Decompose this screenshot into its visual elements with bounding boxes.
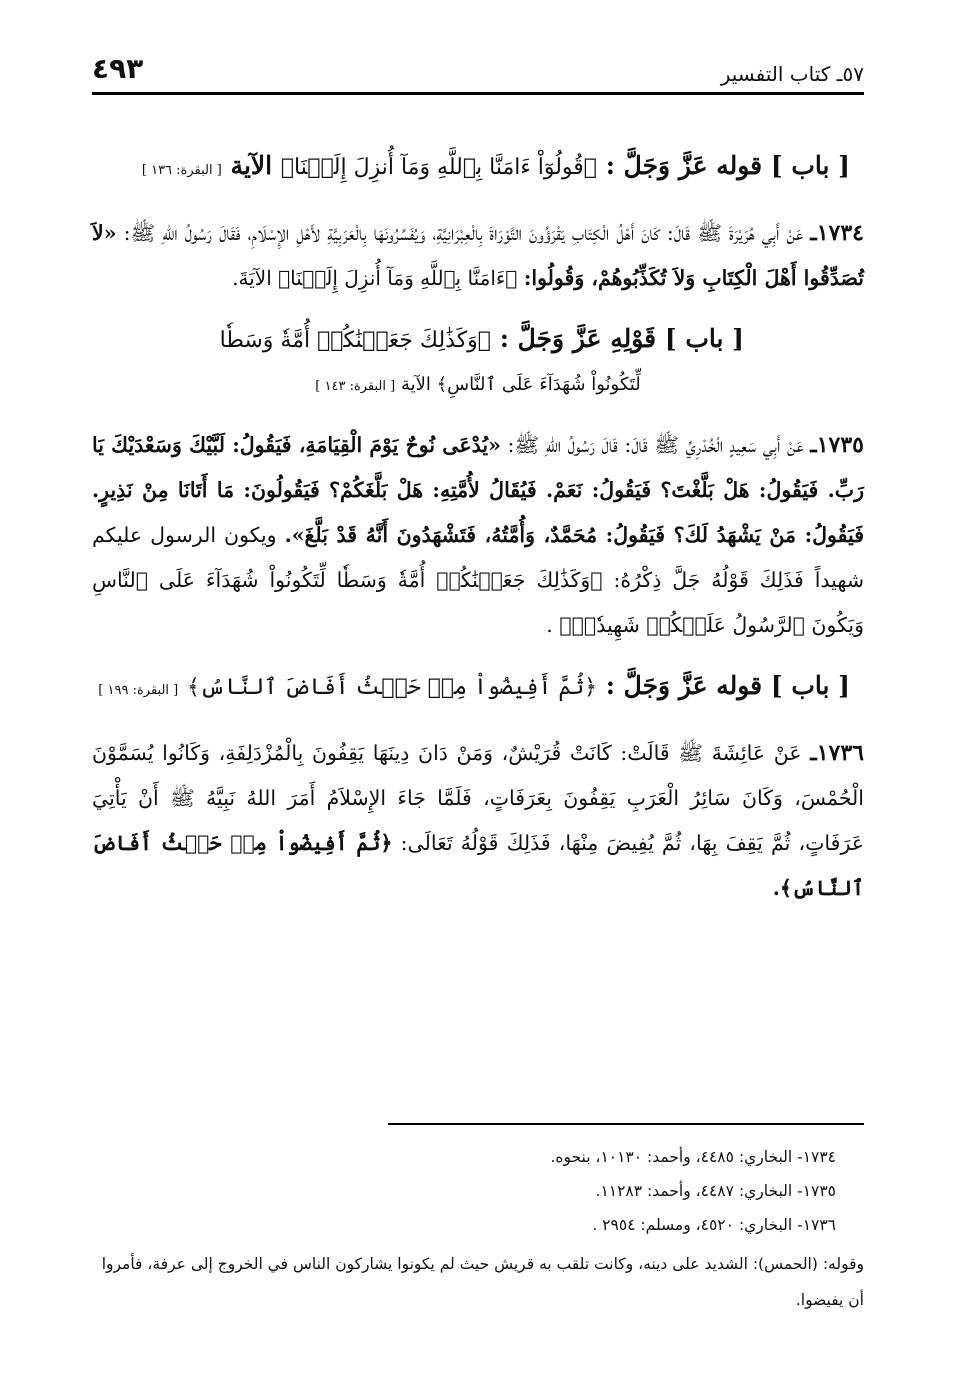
chapter-heading-intro: [ باب ] قَوْلِهِ عَزَّ وَجَلَّ : [499, 324, 744, 353]
running-chapter-title: ٥٧ـ كتاب التفسير [720, 62, 864, 86]
chapter-heading [92, 142, 850, 195]
hadith-quote: ﴿ثُمَّ أَفِيضُواْ مِنۡ حَيۡثُ أَفَاضَ ٱلنَّاسُ﴾. [92, 831, 864, 900]
footnote-item: ١٧٣٦- البخاري: ٤٥٢٠، ومسلم: ٢٩٥٤ . [592, 1216, 836, 1234]
quran-verse: لِّتَكُونُواْ شُهَدَآءَ عَلَى ٱلنَّاسِ﴾ [436, 374, 641, 395]
chapter-heading-intro: [ باب ] قوله عَزَّ وَجَلَّ : [605, 151, 850, 180]
surah-reference: [ البقرة: ١٣٦ ] [141, 163, 222, 178]
footnote-explanation: وقوله: (الحمس): الشديد على دينه، وكانت تلقب به قريش حيث لم يكونوا يشاركون الناس في الخروج إلى عرفة، فأمروا أن يفيضوا. [101, 1255, 864, 1309]
hadith-number: ١٧٣٥ـ [810, 432, 864, 458]
hadith-paragraph [92, 731, 864, 911]
surah-reference: [ البقرة: ١٤٣ ] [315, 379, 396, 394]
chapter-heading-intro: [ باب ] قوله عَزَّ وَجَلَّ : [605, 671, 850, 700]
page-number: ٤٩٣ [92, 52, 144, 85]
quran-verse: ﴿قُولُوٓاْ ءَامَنَّا بِٱللَّهِ وَمَآ أُنزِلَ إِلَيۡنَا﴾ [280, 155, 597, 180]
chapter-heading [92, 662, 850, 715]
quran-verse: ﴿وَكَذَٰلِكَ جَعَلۡنَٰكُمۡ أُمَّةٗ وَسَطٗا [219, 328, 491, 353]
hadith-quote: ويكون الرسول عليكم شهيداً فَذَلِكَ قَوْلُهُ جَلَّ ذِكْرُهُ: ﴿وَكَذَٰلِكَ جَعَلۡنَٰكُمۡ أُمَّةٗ وَسَطٗا لِّتَكُونُواْ شُهَدَآءَ عَلَى ٱلنَّاسِ وَيَكُونَ ٱلرَّسُولُ عَلَيۡكُمۡ شَهِيدٗاۗ﴾ . [92, 523, 864, 637]
hadith-chain: عَنْ عَائِشَةَ ﷺ قَالَتْ: كَانَتْ قُرَيْشٌ، وَمَنْ دَانَ دِينَهَا يَقِفُونَ بِالْمُزْدَلِفَةِ، وَكَانُوا يُسَمَّوْنَ الْحُمْسَ، وَكَانَ سَائِرُ الْعَرَبِ يَقِفُونَ بِعَرَفَاتٍ، فَلَمَّا جَاءَ الإِسْلاَمُ أَمَرَ اللهُ نَبِيَّهُ ﷺ أَنْ يَأْتِيَ عَرَفَاتٍ، ثُمَّ يَقِفَ بِهَا، ثُمَّ يُفِيضَ مِنْهَا، فَذَلِكَ قَوْلُهُ تَعَالَى: [92, 741, 864, 855]
hadith-matn: «يُدْعَى نُوحٌ يَوْمَ الْقِيَامَةِ، فَيَقُولُ: لَبَّيْكَ وَسَعْدَيْكَ يَا رَبِّ. فَيَقُولُ: هَلْ بَلَّغْتَ؟ فَيَقُولُ: نَعَمْ. فَيُقَالُ لأُمَّتِهِ: هَلْ بَلَّغَكُمْ؟ فَيَقُولُونَ: مَا أَتَانَا مِنْ نَذِيرٍ. فَيَقُولُ: مَنْ يَشْهَدُ لَكَ؟ فَيَقُولُ: مُحَمَّدٌ، وَأُمَّتُهُ، فَتَشْهَدُونَ أَنَّهُ قَدْ بَلَّغَ». [92, 433, 864, 547]
page-header [92, 52, 864, 92]
chapter-heading-tail: الآية [400, 374, 431, 395]
chapter-heading [92, 315, 744, 365]
page-body [92, 142, 864, 925]
hadith-paragraph [92, 211, 864, 301]
chapter-heading-continuation [92, 365, 864, 407]
hadith-quote: ﴿ءَامَنَّا بِٱللَّهِ وَمَآ أُنزِلَ إِلَيۡنَا﴾ الآيَةَ. [232, 266, 518, 290]
hadith-chain: عَنْ أَبِي هُرَيْرَةَ ﷺ قَالَ: كَانَ أَهْلُ الْكِتَابِ يَقْرَؤُونَ التَّوْرَاةَ بِالْعِبْرَانِيَّةِ، وَيُفَسِّرُونَهَا بِالْعَرَبِيَّةِ لأَهْلِ الإِسْلَامِ، فَقَالَ رَسُولُ اللهِ ﷺ: [123, 221, 804, 245]
header-divider [92, 92, 864, 95]
footnote-item: ١٧٣٥- البخاري: ٤٤٨٧، وأحمد: ١١٢٨٣. [595, 1182, 836, 1200]
chapter-heading-tail: الآية [230, 151, 273, 180]
quran-verse: ﴿ثُمَّ أَفِيضُواْ مِنۡ حَيۡثُ أَفَاضَ ٱلنَّاسُ﴾ [186, 675, 597, 700]
hadith-chain: عَنْ أَبِي سَعِيدٍ الْخُدْرِيِّ ﷺ قَالَ: قَالَ رَسُولُ اللهِ ﷺ: [507, 433, 804, 457]
footnote-divider [388, 1123, 864, 1125]
footnote-item: ١٧٣٤- البخاري: ٤٤٨٥، وأحمد: ١٠١٣٠، بنحوه. [550, 1148, 836, 1166]
hadith-number: ١٧٣٦ـ [810, 740, 864, 766]
hadith-paragraph [92, 423, 864, 648]
hadith-number: ١٧٣٤ـ [810, 220, 864, 246]
surah-reference: [ البقرة: ١٩٩ ] [98, 683, 179, 698]
footnotes [92, 1140, 864, 1318]
hadith-matn: «لاَ تُصَدِّقُوا أَهْلَ الْكِتَابِ وَلاَ تُكَذِّبُوهُمْ، وَقُولُوا: [92, 221, 864, 290]
